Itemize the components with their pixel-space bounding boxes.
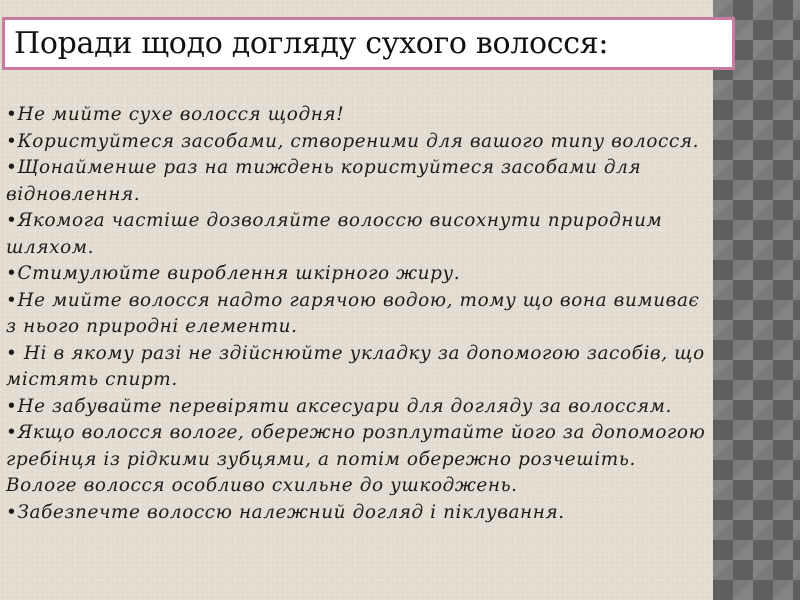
bullet-icon: • <box>6 289 18 311</box>
list-item: •Стимулюйте вироблення шкірного жиру. <box>6 263 461 284</box>
list-item: •Щонайменше раз на тиждень користуйтеся засобами для відновлення. <box>6 157 642 205</box>
bullet-icon: • <box>6 422 18 443</box>
bullet-icon: • <box>6 395 18 417</box>
tips-list <box>6 102 706 526</box>
bullet-icon: • <box>6 210 18 231</box>
list-item: • Ні в якому разі не здійснюйте укладку за допомогою засобів, що містять спирт. <box>6 342 705 390</box>
bullet-icon: • <box>6 263 18 284</box>
bullet-icon: • <box>6 130 18 152</box>
list-item: •Якомога частіше дозволяйте волоссю висохнути природним шляхом. <box>6 210 663 258</box>
list-item: •Не мийте волосся надто гарячою водою, тому що вона вимиває з нього природні елементи. <box>6 289 700 337</box>
decorative-pattern-strip <box>713 0 800 600</box>
list-item: •Не забувайте перевіряти аксесуари для догляду за волоссям. <box>6 395 672 417</box>
list-item: •Забезпечте волоссю належний догляд і піклування. <box>6 501 565 523</box>
list-item: •Якщо волосся вологе, обережно розплутайте його за допомогою гребінця із рідкими зубцями, а потім обережно розчешіть. Вологе волосся особливо схильне до ушкоджень. <box>6 422 706 496</box>
list-item: •Користуйтеся засобами, створеними для вашого типу волосся. <box>6 130 700 152</box>
title-box <box>2 17 735 70</box>
slide-title: Поради щодо догляду сухого волосся: <box>14 26 609 61</box>
bullet-icon: • <box>6 501 18 523</box>
bullet-icon: • <box>6 157 18 178</box>
bullet-icon: • <box>6 342 18 364</box>
bullet-icon: • <box>6 104 18 125</box>
list-item: •Не мийте сухе волосся щодня! <box>6 104 345 125</box>
